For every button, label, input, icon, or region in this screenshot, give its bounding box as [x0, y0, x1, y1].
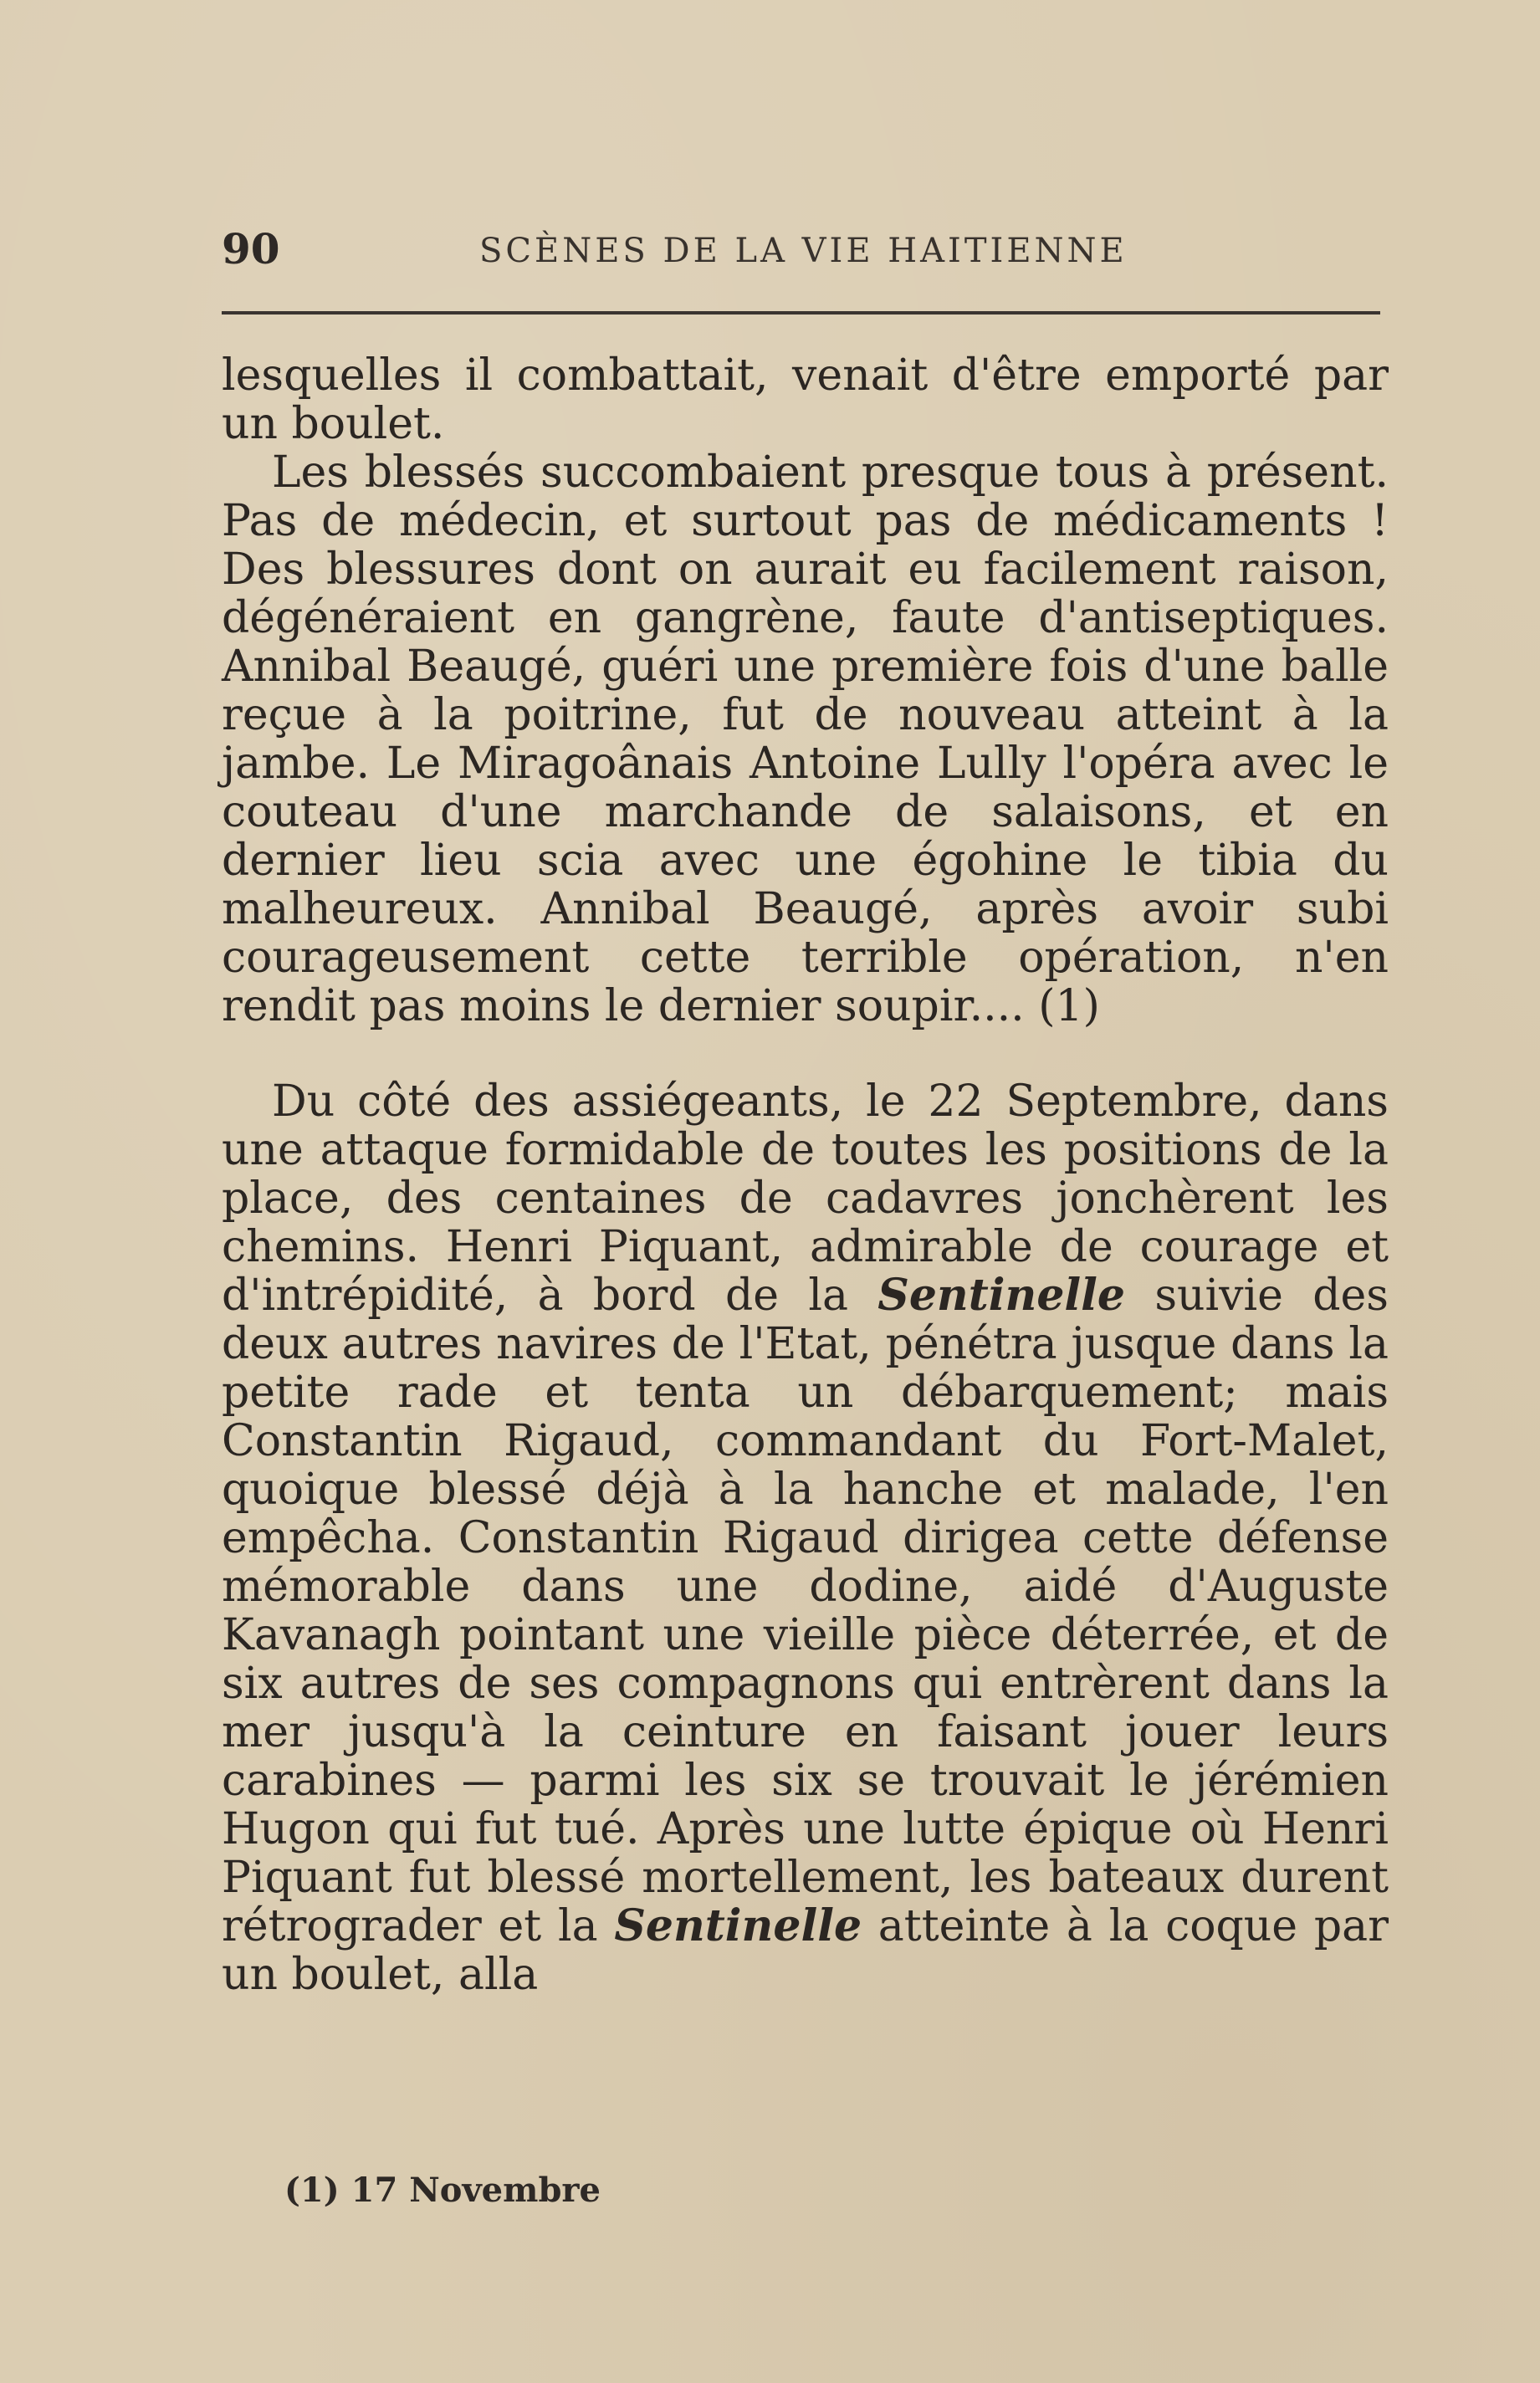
paragraph-besiegers [222, 1077, 1389, 1999]
paragraph-wounded: Les blessés succombaient presque tous à présent. Pas de médecin, et surtout pas de médicaments ! Des blessures dont on aurait eu facilement raison, dégénéraient en gangrène, faute d'antiseptiques. Annibal Beaugé, guéri une première fois d'une balle reçue à la poitrine, fut de nouveau atteint à la jambe. Le Miragoânais Antoine Lully l'opéra avec le couteau d'une marchande de salaisons, et en dernier lieu scia avec une égohine le tibia du malheureux. Annibal Beaugé, après avoir subi courageusement cette terrible opération, n'en rendit pas moins le dernier soupir.... (1) [222, 447, 1389, 1031]
running-title: SCÈNES DE LA VIE HAITIENNE [479, 232, 1128, 270]
paragraph-besiegers-part-1: Du côté des assiégeants, le 22 Septembre, dans une attaque formidable de toutes les positions de la place, des centaines de cadavres jonchèrent les chemins. Henri Piquant, admirable de courage et d'intrépidité, à bord de la [222, 1076, 1389, 1321]
ship-name-italic: Sentinelle [877, 1270, 1125, 1321]
ship-name-italic-2: Sentinelle [614, 1900, 862, 1951]
header-rule [222, 311, 1380, 314]
body-text [222, 351, 1389, 1999]
page-header [222, 224, 1380, 274]
paragraph-continuation: lesquelles il combattait, venait d'être emporté par un boulet. [222, 350, 1389, 449]
paragraph-besiegers-part-3: atteinte à la coque par un boulet, alla [222, 1901, 1389, 2000]
footnote: (1) 17 Novembre [284, 2171, 601, 2210]
paragraph-besiegers-part-2: suivie des deux autres navires de l'Etat, pénétra jusque dans la petite rade et tenta un débarquement; mais Constantin Rigaud, commandant du Fort-Malet, quoique blessé déjà à la hanche et malade, l'en empêcha. Constantin Rigaud dirigea cette défense mémorable dans une dodine, aidé d'Auguste Kavanagh pointant une vieille pièce déterrée, et de six autres de ses compagnons qui entrèrent dans la mer jusqu'à la ceinture en faisant jouer leurs carabines — parmi les six se trouvait le jérémien Hugon qui fut tué. Après une lutte épique où Henri Piquant fut blessé mortellement, les bateaux durent rétrograder et la [222, 1271, 1389, 1951]
page-number: 90 [222, 224, 280, 274]
